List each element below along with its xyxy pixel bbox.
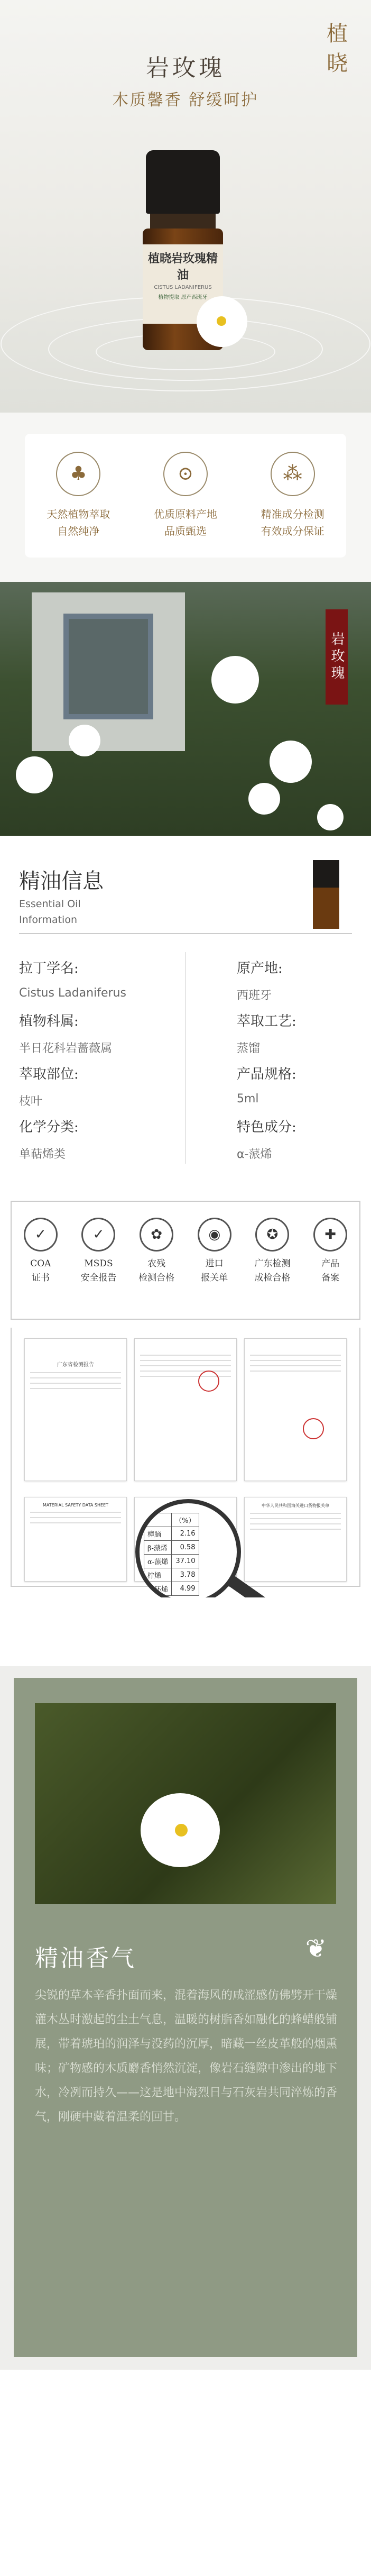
guangdong-test-icon: ✪	[255, 1218, 289, 1252]
info-value: 半日花科岩蔷薇属	[19, 1042, 113, 1055]
cistus-flower	[270, 741, 312, 783]
feature-line2: 自然纯净	[57, 525, 100, 537]
red-stamp	[198, 1371, 219, 1392]
document-title: 广东省检测报告	[57, 1362, 94, 1368]
document-title: MATERIAL SAFETY DATA SHEET	[43, 1503, 108, 1508]
info-key: 产品规格:	[237, 1066, 296, 1082]
feature-line2: 品质甄选	[164, 525, 207, 537]
cert-item	[75, 1218, 122, 1285]
pesticide-icon: ✿	[140, 1218, 173, 1252]
cistus-flower	[317, 804, 344, 830]
flower-center	[217, 316, 226, 326]
bottle-label-note: 植物提取 原产西班牙	[158, 295, 208, 300]
info-key: 原产地:	[237, 961, 283, 976]
component-value: 3.78	[172, 1568, 199, 1582]
info-cell	[19, 1063, 172, 1109]
table-row	[144, 1582, 199, 1596]
info-value: 5ml	[237, 1092, 259, 1106]
component-value: 2.16	[172, 1527, 199, 1541]
component-value: 4.99	[172, 1582, 199, 1596]
cert-label: 成检合格	[254, 1273, 291, 1283]
info-value: 蒸馏	[237, 1042, 261, 1055]
info-key: 化学分类:	[19, 1119, 79, 1135]
features-card	[25, 434, 346, 558]
garden-photo	[0, 582, 371, 836]
table-row	[144, 1568, 199, 1582]
cistus-flower	[211, 656, 259, 704]
feature-item	[141, 452, 230, 540]
cistus-flower	[248, 783, 280, 815]
info-value: α-蒎烯	[237, 1148, 272, 1161]
location-pin-icon: ⊙	[163, 452, 208, 496]
component-name: β-蒎烯	[144, 1541, 172, 1555]
cistus-photo	[35, 1703, 336, 1904]
cert-item	[307, 1218, 354, 1285]
component-value: 37.10	[172, 1555, 199, 1568]
red-stamp	[303, 1418, 324, 1439]
cert-label: 农残	[147, 1258, 166, 1269]
info-key: 特色成分:	[237, 1119, 296, 1135]
info-cell	[19, 1010, 172, 1056]
bottle-neck	[150, 214, 216, 230]
msds-shield-icon: ✓	[81, 1218, 115, 1252]
molecule-icon: ⁂	[271, 452, 315, 496]
cert-label: 产品	[321, 1258, 340, 1269]
certificates-box	[11, 1201, 360, 1320]
report-document	[134, 1338, 237, 1481]
cistus-flower	[16, 756, 53, 793]
info-key: 拉丁学名:	[19, 961, 79, 976]
seedling-icon: ♣	[56, 452, 100, 496]
bottle-label-name: 植晓岩玫瑰精油	[147, 252, 218, 282]
info-value: 枝叶	[19, 1095, 43, 1108]
cert-label: MSDS	[84, 1258, 113, 1269]
bottle-cap	[146, 150, 220, 214]
cert-label: 进口	[205, 1258, 224, 1269]
report-documents	[0, 1328, 371, 1597]
cert-item	[248, 1218, 296, 1285]
component-name: α-蒎烯	[144, 1555, 172, 1568]
hero-banner	[0, 0, 371, 413]
msds-document	[24, 1497, 127, 1582]
section-heading: 精油信息	[19, 869, 104, 893]
product-record-icon: ✚	[313, 1218, 347, 1252]
magnifier-lens	[135, 1499, 241, 1597]
feature-item	[248, 452, 338, 540]
brand-logo: 植晓	[327, 22, 348, 76]
flower-center	[175, 1824, 188, 1837]
cert-label: 报关单	[201, 1273, 228, 1283]
component-name: 柠烯	[144, 1568, 172, 1582]
components-table	[144, 1513, 199, 1596]
cert-label: 安全报告	[80, 1273, 117, 1283]
product-tag: 岩玫瑰	[326, 609, 348, 705]
spacer	[0, 1597, 371, 1666]
cistus-flower	[69, 725, 100, 756]
coa-check-icon: ✓	[24, 1218, 58, 1252]
cert-label: COA	[30, 1258, 51, 1269]
info-key: 萃取工艺:	[237, 1013, 296, 1029]
component-name: 樟脑	[144, 1527, 172, 1541]
info-cell	[237, 957, 371, 1003]
info-cell	[19, 957, 172, 1000]
features-section	[0, 413, 371, 582]
page-title: 岩玫瑰	[146, 54, 225, 81]
info-value: 单萜烯类	[19, 1148, 66, 1161]
table-row	[144, 1527, 199, 1541]
cert-label: 备案	[321, 1273, 340, 1283]
feature-line1: 精准成分检测	[261, 508, 324, 520]
bottle-label-latin: CISTUS LADANIFERUS	[154, 285, 212, 290]
scent-card	[14, 1678, 357, 2357]
info-cell	[19, 1116, 172, 1162]
table-header: （%）	[172, 1513, 199, 1527]
feature-line1: 优质原料产地	[153, 508, 217, 520]
cert-item	[17, 1218, 64, 1285]
table-row	[144, 1555, 199, 1568]
cert-label: 检测合格	[138, 1273, 175, 1283]
scent-section	[0, 1666, 371, 2370]
info-cell	[237, 1063, 371, 1106]
scent-description: 尖锐的草本辛香扑面而来，混着海风的咸涩感仿佛劈开干燥灌木丛时激起的尘土气息，温暖的树脂香如融化的蜂蜡般铺展，带着琥珀的润泽与没药的沉厚，暗藏一丝皮革般的烟熏味；矿物感的木质麝香悄然沉淀，像岩石缝隙中渗出的地下水，冷冽而持久——这是地中海烈日与石灰岩共同淬炼的香气，刚硬中藏着温柔的回甘。	[35, 1989, 338, 2124]
section-heading-en: Essential Oil Information	[19, 898, 81, 926]
info-value: 西班牙	[237, 989, 272, 1002]
info-key: 萃取部位:	[19, 1066, 79, 1082]
table-row	[144, 1541, 199, 1555]
cottage-window	[63, 614, 153, 719]
cert-item	[191, 1218, 238, 1285]
document-title: 中华人民共和国海关进口货物报关单	[262, 1503, 329, 1508]
grass-icon: ❦	[305, 1934, 327, 1963]
component-name: 三环烯	[144, 1582, 172, 1596]
hero-subtitle: 木质馨香 舒缓呵护	[112, 91, 259, 109]
info-cell	[237, 1116, 371, 1162]
report-document	[24, 1338, 127, 1481]
feature-line1: 天然植物萃取	[47, 508, 110, 520]
customs-document	[244, 1497, 347, 1582]
divider	[19, 933, 352, 934]
info-key: 植物科属:	[19, 1013, 79, 1029]
cert-label: 证书	[31, 1273, 50, 1283]
cert-item	[133, 1218, 180, 1285]
bottle-thumbnail	[313, 860, 339, 929]
section-heading: 精油香气	[35, 1945, 136, 1972]
cert-label: 广东检测	[254, 1258, 291, 1269]
feature-item	[33, 452, 123, 540]
oil-info-section	[0, 836, 371, 1328]
component-value: 0.58	[172, 1541, 199, 1555]
info-value: Cistus Ladaniferus	[19, 986, 126, 1000]
report-document	[244, 1338, 347, 1481]
info-cell	[237, 1010, 371, 1056]
import-globe-icon: ◉	[198, 1218, 231, 1252]
feature-line2: 有效成分保证	[261, 525, 324, 537]
